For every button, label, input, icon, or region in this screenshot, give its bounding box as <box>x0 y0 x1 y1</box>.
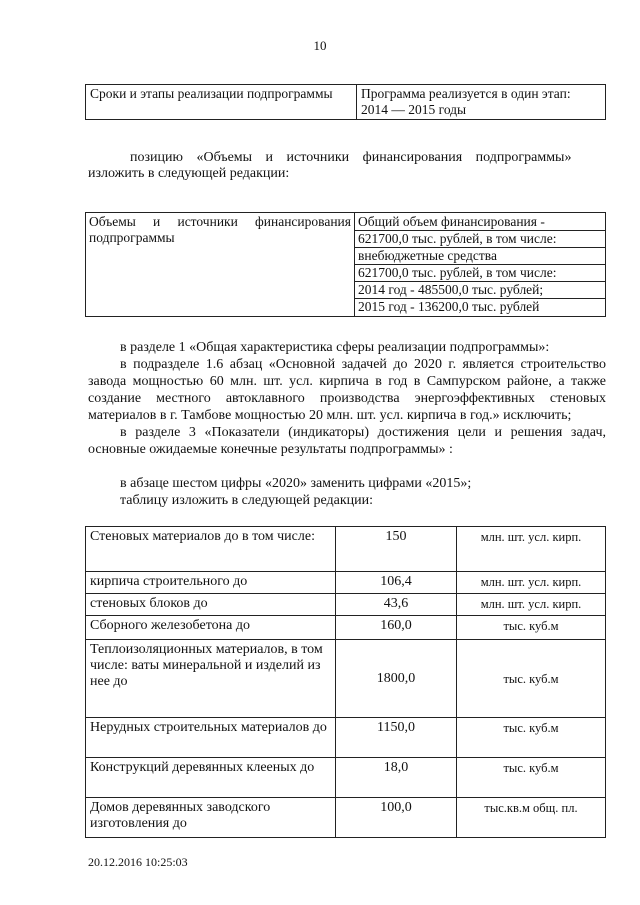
table-row <box>86 718 606 758</box>
funding-line: Общий объем финансирования - <box>355 214 605 231</box>
indicator-value: 18,0 <box>336 758 457 798</box>
indicators-table <box>85 526 606 838</box>
paragraph-section1: в разделе 1 «Общая характеристика сферы реализации подпрограммы»: <box>120 340 550 355</box>
table-row <box>86 85 606 120</box>
indicator-value: 150 <box>336 527 457 572</box>
funding-line: 621700,0 тыс. рублей, в том числе: <box>355 265 605 282</box>
indicator-name: Стеновых материалов до в том числе: <box>86 527 336 572</box>
table-row <box>86 798 606 838</box>
indicator-name: Нерудных строительных материалов до <box>86 718 336 758</box>
footer-timestamp: 20.12.2016 10:25:03 <box>88 855 188 869</box>
indicator-unit: тыс. куб.м <box>457 616 606 640</box>
funding-line: внебюджетные средства <box>355 248 605 265</box>
indicator-unit: тыс.кв.м общ. пл. <box>457 798 606 838</box>
terms-value-line2: 2014 — 2015 годы <box>361 102 467 117</box>
indicator-name: Сборного железобетона до <box>86 616 336 640</box>
indicator-name: Домов деревянных заводского изготовления до <box>86 798 336 838</box>
terms-value <box>357 85 606 120</box>
table-row <box>86 572 606 594</box>
funding-line: 2015 год - 136200,0 тыс. рублей <box>358 299 540 314</box>
position-para-line1: позицию «Объемы и источники финансирования подпрограммы» <box>130 150 572 165</box>
position-para-line2: изложить в следующей редакции: <box>88 166 290 181</box>
table-row <box>86 758 606 798</box>
indicator-unit: тыс. куб.м <box>457 718 606 758</box>
indicator-value: 43,6 <box>336 594 457 616</box>
indicator-unit: тыс. куб.м <box>457 640 606 718</box>
paragraph-table-intro: таблицу изложить в следующей редакции: <box>120 493 374 508</box>
indicator-value: 100,0 <box>336 798 457 838</box>
page-number: 10 <box>313 38 327 53</box>
paragraph-subsection: в подразделе 1.6 абзац «Основной задачей до 2020 г. является строительство завода мощностью 60 млн. шт. усл. кирпича в год в Сампурском районе, а также создание местного автоклавного производства энергоэффективных стеновых материалов в г. Тамбове мощностью 20 млн. шт. усл. кирпича в год.» исключить; <box>88 357 606 423</box>
indicator-name: кирпича строительного до <box>86 572 336 594</box>
paragraph-replace: в абзаце шестом цифры «2020» заменить цифрами «2015»; <box>120 476 472 491</box>
terms-label: Сроки и этапы реализации подпрограммы <box>86 85 357 120</box>
indicator-name: Конструкций деревянных клееных до <box>86 758 336 798</box>
indicator-unit: млн. шт. усл. кирп. <box>457 572 606 594</box>
indicator-unit: млн. шт. усл. кирп. <box>457 594 606 616</box>
terms-value-line1: Программа реализуется в один этап: <box>361 86 571 101</box>
funding-label: Объемы и источники финансирования подпрограммы <box>86 213 355 317</box>
indicator-name: стеновых блоков до <box>86 594 336 616</box>
funding-line: 621700,0 тыс. рублей, в том числе: <box>355 231 605 248</box>
indicator-name: Теплоизоляционных материалов, в том числе: ваты минеральной и изделий из нее до <box>86 640 336 718</box>
table-row <box>86 594 606 616</box>
table-row <box>86 527 606 572</box>
table-row <box>86 640 606 718</box>
funding-line: 2014 год - 485500,0 тыс. рублей; <box>355 282 605 299</box>
funding-table <box>85 212 606 317</box>
table-row <box>86 616 606 640</box>
paragraph-section3: в разделе 3 «Показатели (индикаторы) достижения цели и решения задач, основные ожидаемые конечные результаты подпрограммы» : <box>88 425 606 457</box>
funding-value <box>355 213 606 317</box>
indicator-unit: тыс. куб.м <box>457 758 606 798</box>
indicator-value: 1150,0 <box>336 718 457 758</box>
indicator-unit: млн. шт. усл. кирп. <box>457 527 606 572</box>
indicator-value: 1800,0 <box>336 640 457 718</box>
terms-table <box>85 84 606 120</box>
table-row <box>86 213 606 317</box>
indicator-value: 160,0 <box>336 616 457 640</box>
indicator-value: 106,4 <box>336 572 457 594</box>
